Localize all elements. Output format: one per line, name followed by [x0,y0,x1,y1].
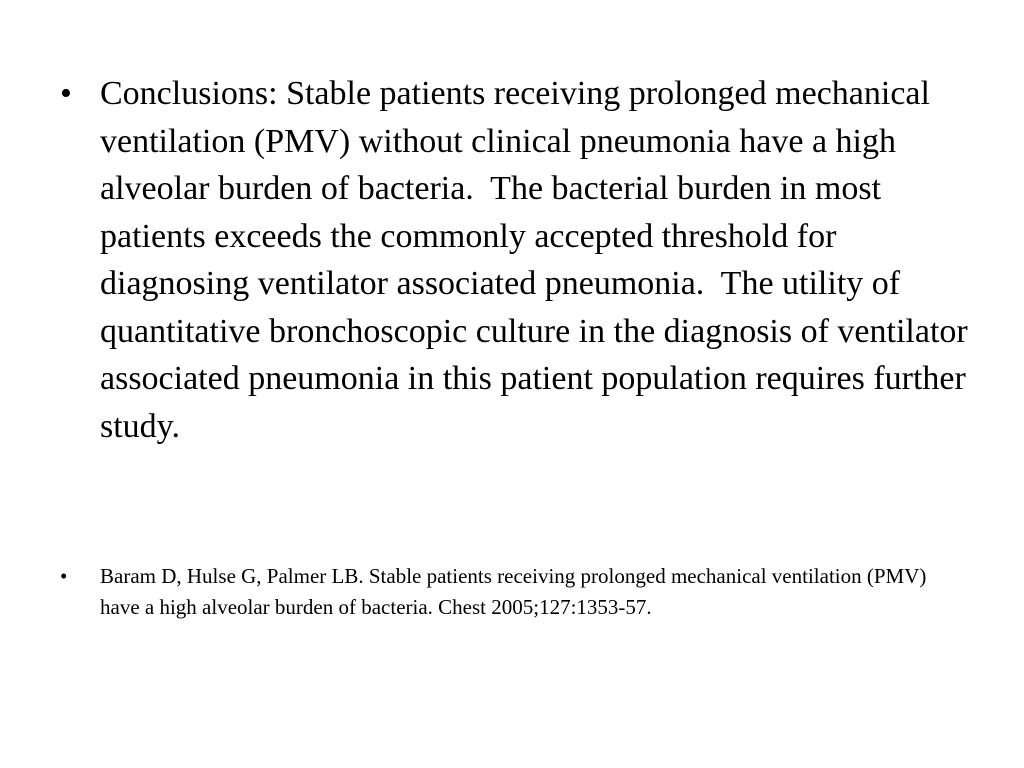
conclusions-text: Conclusions: Stable patients receiving prolonged mechanical ventilation (PMV) without clinical pneumonia have a high alveolar burden of bacteria. The bacterial burden in most patients exceeds the commonly accepted threshold for diagnosing ventilator associated pneumonia. The utility of quantitative bronchoscopic culture in the diagnosis of ventilator associated pneumonia in this patient population requires further study. [100,75,977,445]
conclusions-bullet [60,70,977,450]
bullet-dot-icon: • [60,564,68,588]
bullet-dot-icon: • [60,75,72,112]
reference-text: Baram D, Hulse G, Palmer LB. Stable patients receiving prolonged mechanical ventilation (PMV) have a high alveolar burden of bacteria. Chest 2005;127:1353-57. [100,564,927,619]
reference-bullet [60,561,970,623]
